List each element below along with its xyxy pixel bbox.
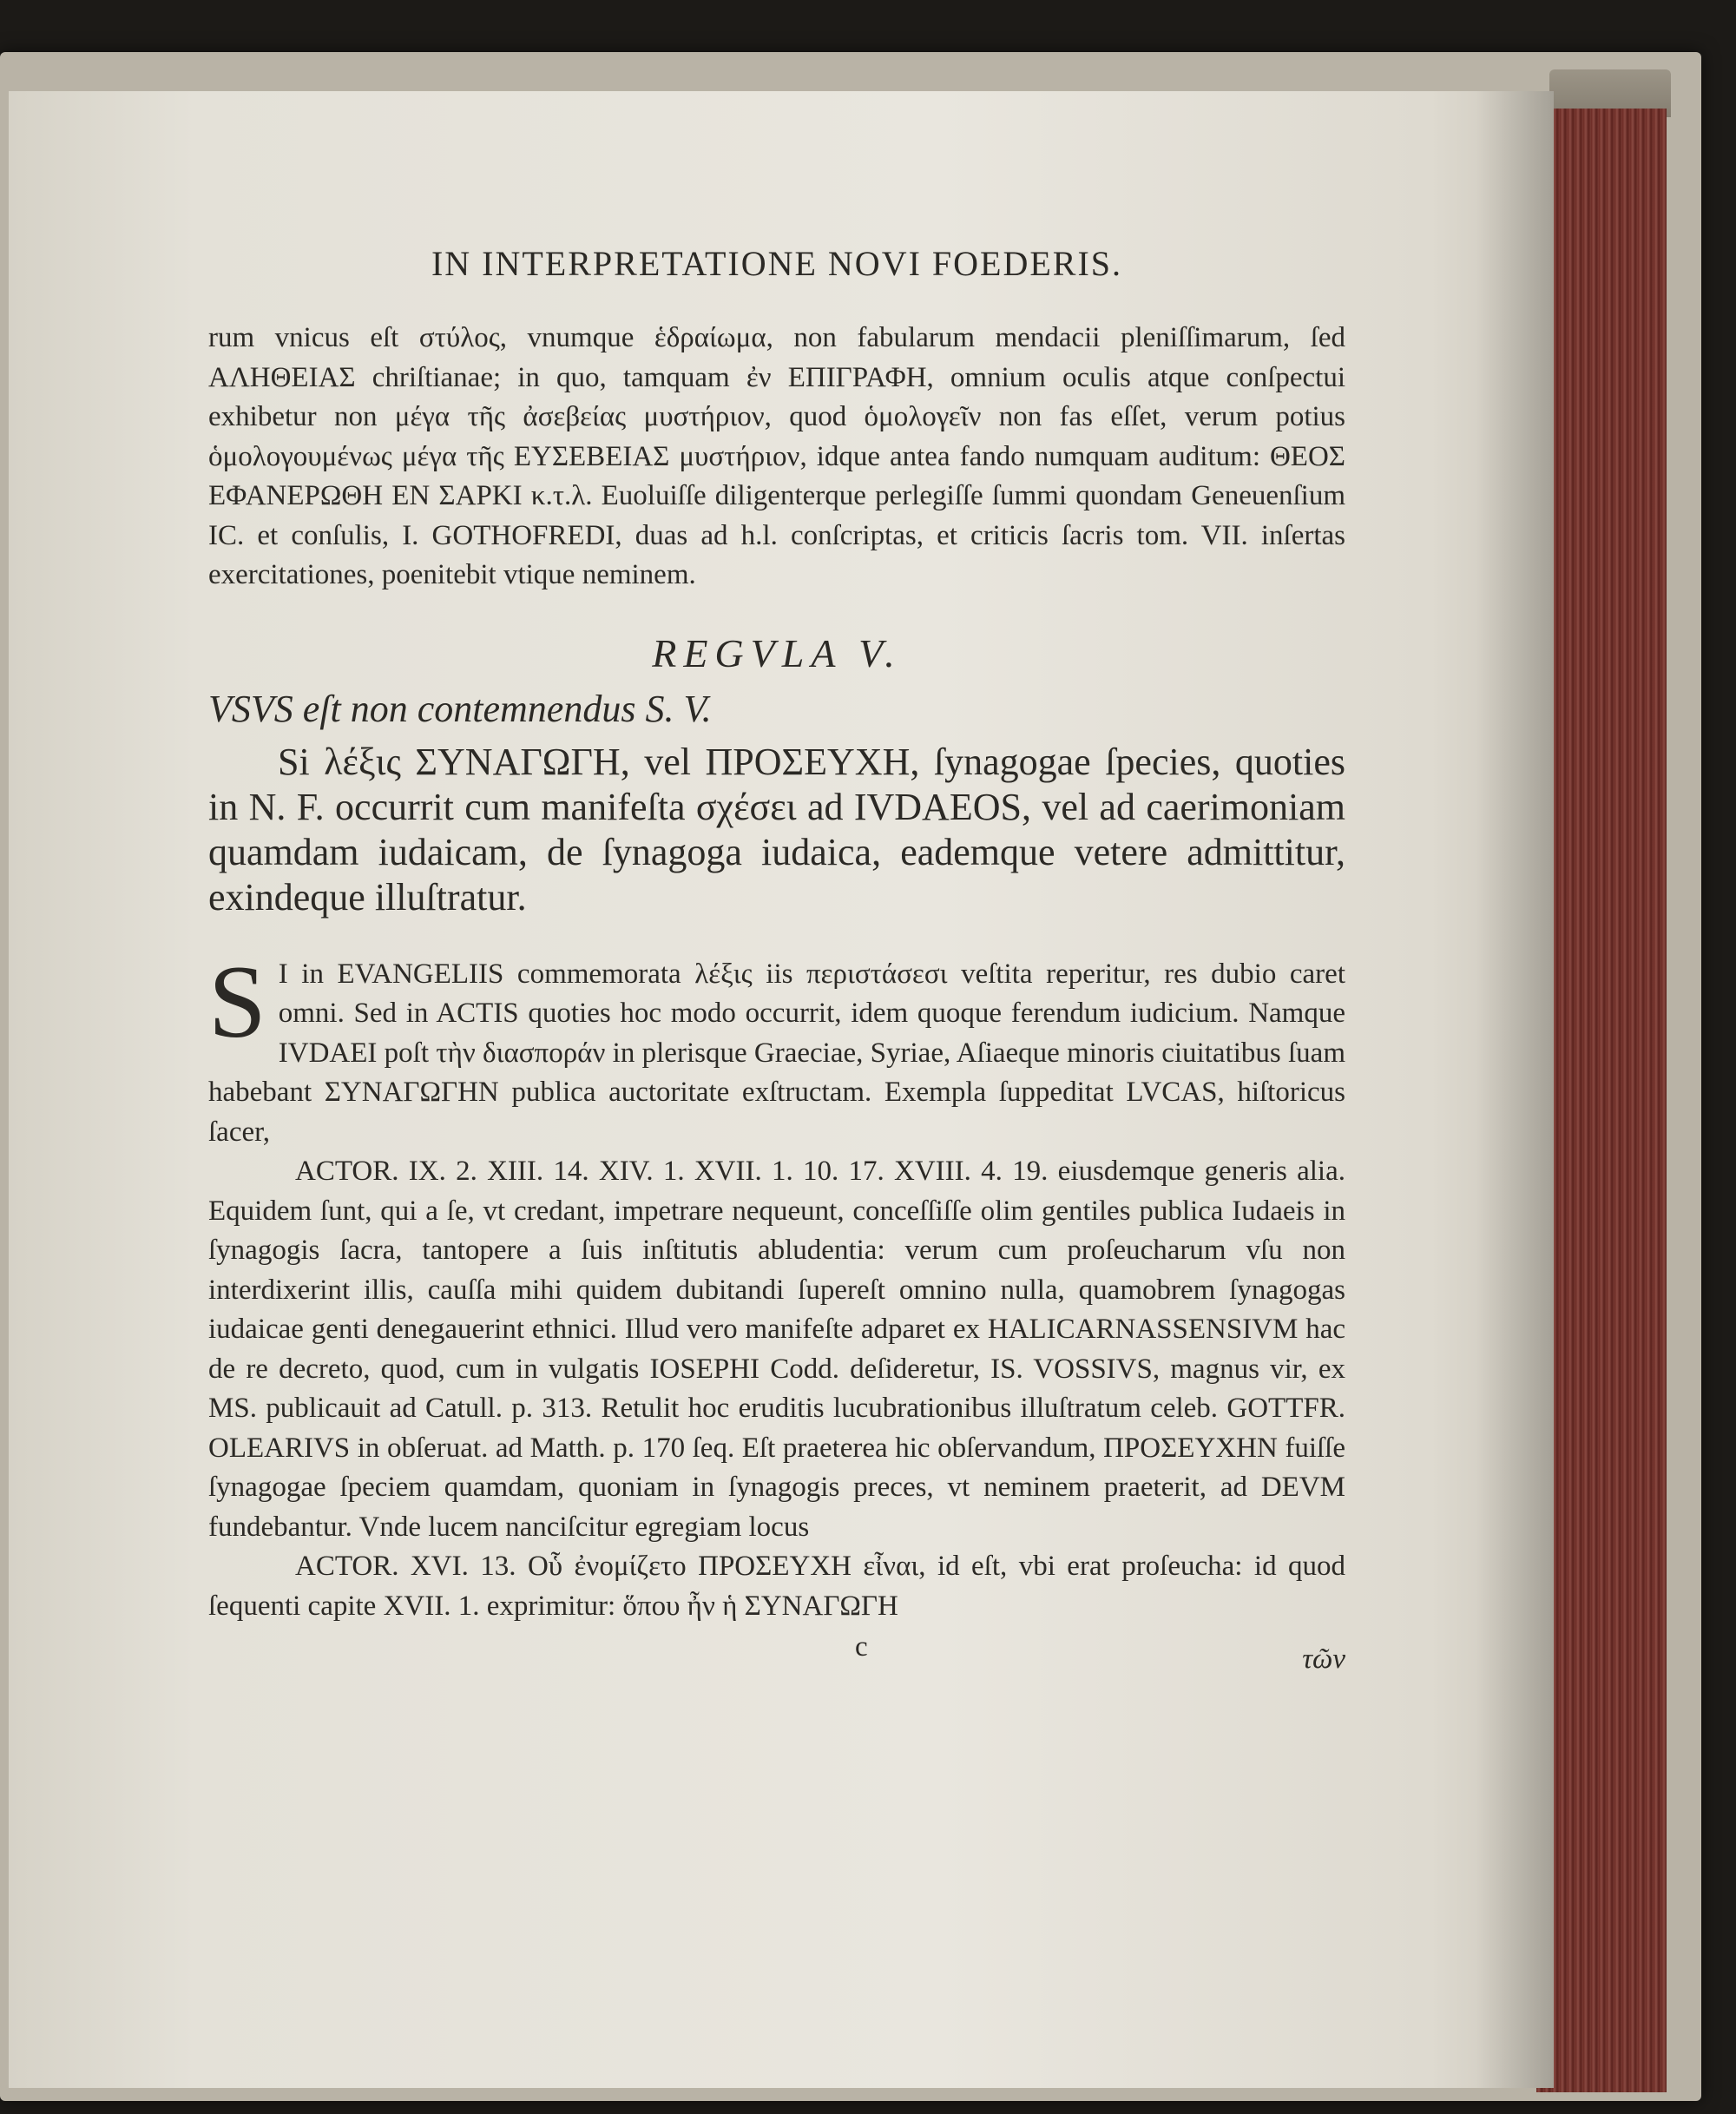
page-edges xyxy=(1536,109,1667,2092)
intro-paragraph: rum vnicus eſt στύλος, vnumque ἑδραίωμα, non fabularum mendacii pleniſſimarum, ſed ΑΛΗΘΕΙΑΣ chriſtianae; in quo, tamquam ἐν ΕΠΙΓΡΑΦΗ, omnium oculis atque conſpectui exhibetur non μέγα τῆς ἀσεβείας μυστήριον, quod ὁμολογεῖν non fas eſſet, verum potius ὁμολογουμένως μέγα τῆς ΕΥΣΕΒΕΙΑΣ μυστήριον, idque antea fando numquam auditum: ΘΕΟΣ ΕΦΑΝΕΡΩΘΗ ΕΝ ΣΑΡΚΙ κ.τ.λ. Euoluiſſe diligenterque perlegiſſe ſummi quondam Geneuenſium IC. et conſulis, I. GOTHOFREDI, duas ad h.l. conſcriptas, et criticis ſacris tom. VII. inſertas exercitationes, poenitebit vtique neminem. xyxy=(208,322,1345,590)
page-footer xyxy=(208,1631,1345,1683)
page-shadow xyxy=(1476,91,1554,2088)
paragraph-3: ACTOR. XVI. 13. Οὗ ἐνομίζετο ΠΡΟΣΕΥΧΗ εἶναι, id eſt, vbi erat proſeucha: id quod ſequenti capite XVII. 1. exprimitur: ὅπου ἦν ἡ ΣΥΝΑΓΩΓΗ xyxy=(208,1551,1345,1622)
rule-title: VSVS eſt non contemnendus S. V. xyxy=(208,687,712,730)
catchword: τῶν xyxy=(1302,1643,1345,1675)
paragraph-1-block xyxy=(208,943,1345,1153)
paragraph-2: ACTOR. IX. 2. XIII. 14. XIV. 1. XVII. 1. 10. 17. XVIII. 4. 19. eiusdemque generis alia. Equidem ſunt, qui a ſe, vt credant, impetrare nequeunt, conceſſiſſe olim gentiles publica Iudaeis in ſynagogis ſacra, tantopere a ſuis inſtitutis abludentia: verum cum proſeucharum vſu non interdixerint illis, cauſſa mihi quidem dubitandi ſupereſt omnino nulla, quamobrem ſynagogas iudaicae genti denegauerint ethnici. Illud vero manifeſte adparet ex HALICARNASSENSIVM hac de re decreto, quod, cum in vulgatis IOSEPHI Codd. deſideretur, IS. VOSSIVS, magnus vir, ex MS. publicauit ad Catull. p. 313. Retulit hoc eruditis lucubrationibus illuſtratum celeb. GOTTFR. OLEARIVS in obſeruat. ad Matth. p. 170 ſeq. Eſt praeterea hic obſervandum, ΠΡΟΣΕΥΧΗΝ fuiſſe ſynagogae ſpeciem quamdam, quoniam in ſynagogis preces, vt neminem praeterit, ad DEVM fundebantur. Vnde lucem nanciſcitur egregiam locus xyxy=(208,1156,1345,1543)
page-text xyxy=(208,243,1345,1683)
regula-heading: REGVLA V. xyxy=(652,630,902,675)
paragraph-1: I in EVANGELIIS commemorata λέξις iis περιστάσεσι veſtita reperitur, res dubio caret omni. Sed in ACTIS quoties hoc modo occurrit, idem quoque ferendum iudicium. Namque IVDAEI poſt τὴν διασποράν in plerisque Graeciae, Syriae, Aſiaeque minoris ciuitatibus ſuam habebant ΣΥΝΑΓΩΓΗΝ publica auctoritate exſtructam. Exempla ſuppeditat LVCAS, hiſtoricus ſacer, xyxy=(208,958,1345,1148)
signature-mark: c xyxy=(855,1631,868,1663)
rule-text: Si λέξις ΣΥΝΑΓΩΓΗ, vel ΠΡΟΣΕΥΧΗ, ſynagogae ſpecies, quoties in N. F. occurrit cum manifeſta σχέσει ad IVDAEOS, vel ad caerimoniam quamdam iudaicam, de ſynagoga iudaica, eademque vetere admittitur, exindeque illuſtratur. xyxy=(208,740,1345,919)
drop-cap: S xyxy=(208,943,266,1059)
running-head: IN INTERPRETATIONE NOVI FOEDERIS. xyxy=(431,244,1123,283)
